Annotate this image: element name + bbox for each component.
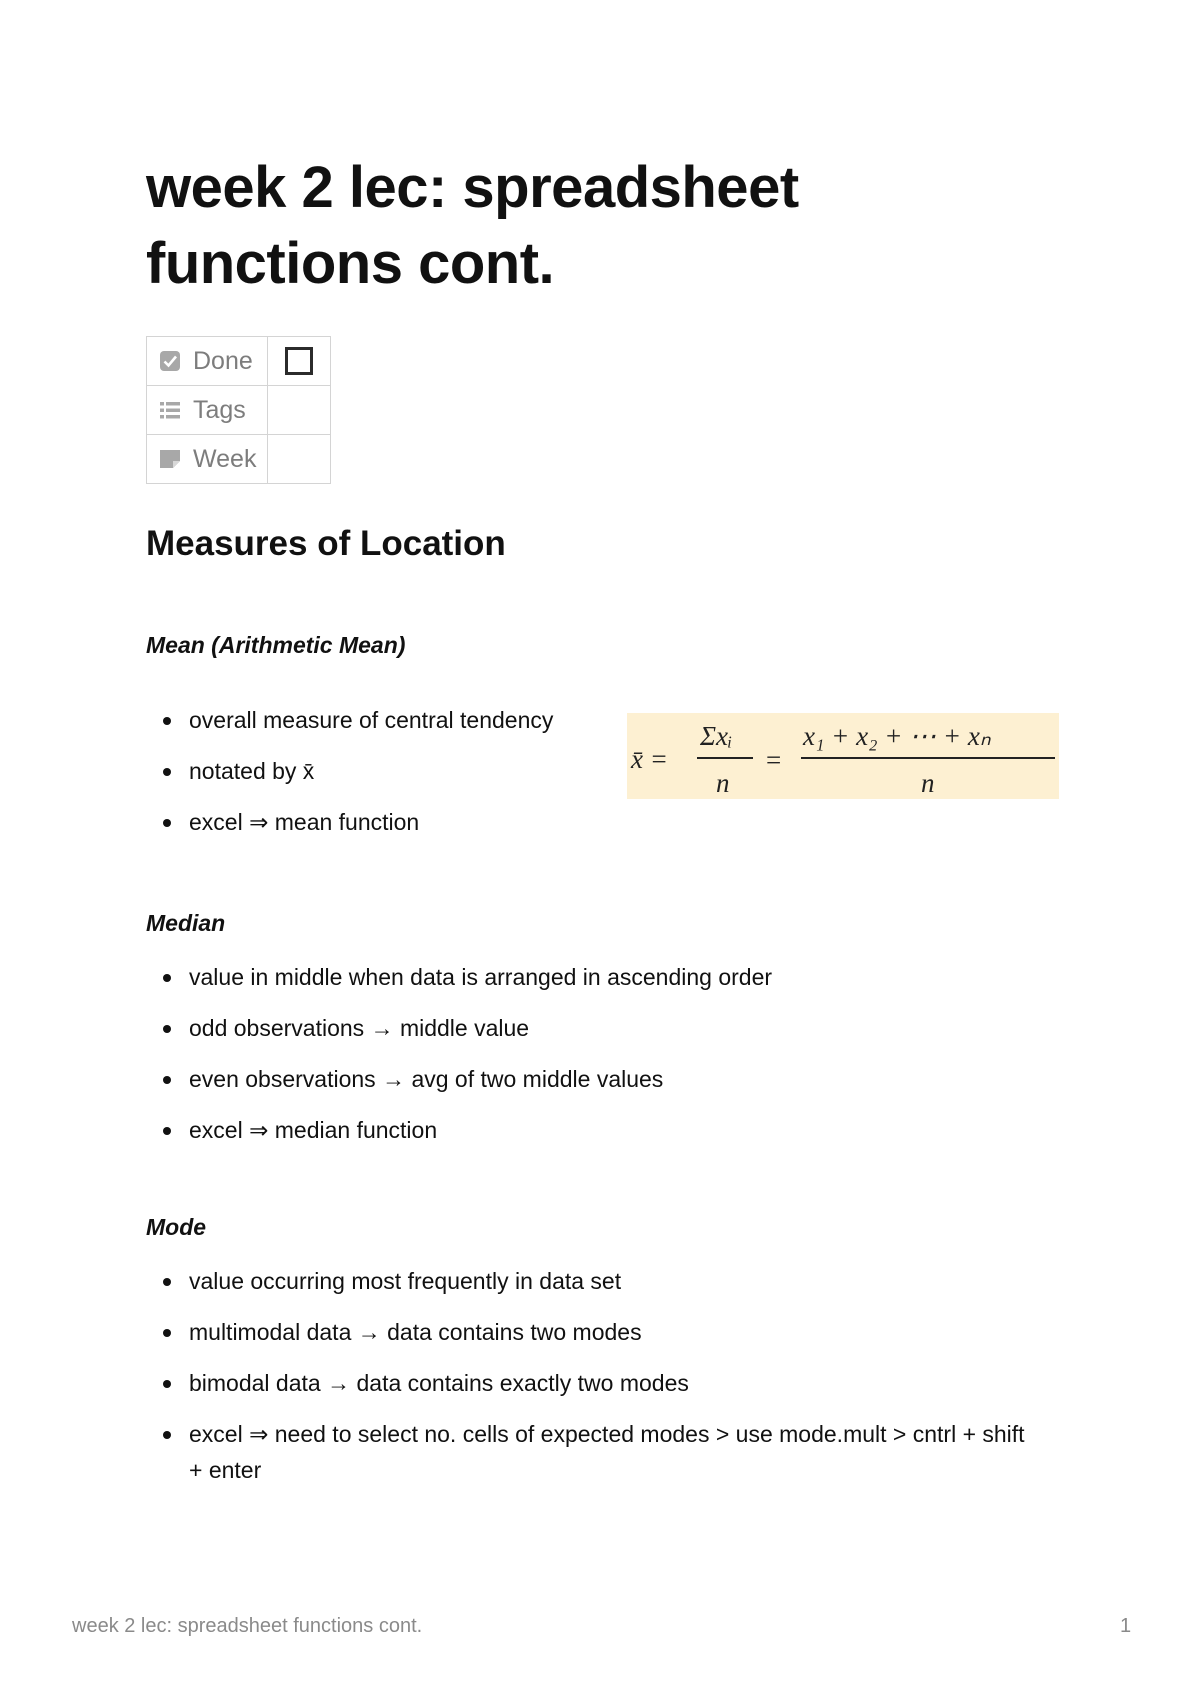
list-item: even observations → avg of two middle values: [146, 1061, 1046, 1097]
tags-value-cell[interactable]: [268, 386, 331, 435]
median-list: [146, 959, 1046, 1148]
property-name-done: Done: [193, 346, 253, 375]
median-heading: Median: [146, 910, 226, 936]
page-title: week 2 lec: spreadsheet functions cont.: [146, 155, 799, 296]
list-item: excel ⇒ need to select no. cells of expected modes > use mode.mult > cntrl + shift + enter: [146, 1416, 1026, 1488]
property-name-week: Week: [193, 444, 257, 473]
list-item: excel ⇒ mean function: [146, 804, 586, 840]
list-item: odd observations → middle value: [146, 1010, 1046, 1046]
property-row-done: [147, 337, 331, 386]
checkbox-property-icon: [159, 350, 181, 372]
section-heading: Measures of Location: [146, 524, 506, 563]
list-item: value in middle when data is arranged in ascending order: [146, 959, 1046, 995]
footer-title: week 2 lec: spreadsheet functions cont.: [72, 1615, 423, 1637]
list-item: notated by x̄: [146, 753, 586, 789]
list-item: bimodal data → data contains exactly two modes: [146, 1365, 1026, 1401]
text-property-icon: [159, 448, 181, 470]
list-property-icon: [159, 399, 181, 421]
page-number: 1: [1120, 1615, 1132, 1637]
formula-equals: =: [766, 745, 782, 775]
property-row-week: [147, 435, 331, 484]
formula-fraction2-numerator: x₁ + x₂ + ⋯ + xₙ: [803, 721, 991, 751]
mean-formula: [627, 713, 1059, 799]
formula-fraction1-denominator: n: [716, 768, 730, 798]
formula-fraction2-denominator: n: [921, 768, 935, 798]
done-checkbox[interactable]: [285, 347, 313, 375]
list-item: value occurring most frequently in data set: [146, 1263, 1026, 1299]
formula-fraction1-numerator: Σxᵢ: [700, 721, 733, 751]
properties-table: [146, 336, 331, 484]
mode-heading: Mode: [146, 1214, 207, 1240]
property-row-tags: [147, 386, 331, 435]
property-name-tags: Tags: [193, 395, 246, 424]
mode-list: [146, 1263, 1026, 1488]
mean-heading: Mean (Arithmetic Mean): [146, 632, 406, 658]
list-item: multimodal data → data contains two modes: [146, 1314, 1026, 1350]
list-item: overall measure of central tendency: [146, 702, 586, 738]
week-value-cell[interactable]: [268, 435, 331, 484]
formula-lhs: x̄ =: [631, 744, 668, 774]
list-item: excel ⇒ median function: [146, 1112, 1046, 1148]
mean-list: [146, 702, 586, 840]
